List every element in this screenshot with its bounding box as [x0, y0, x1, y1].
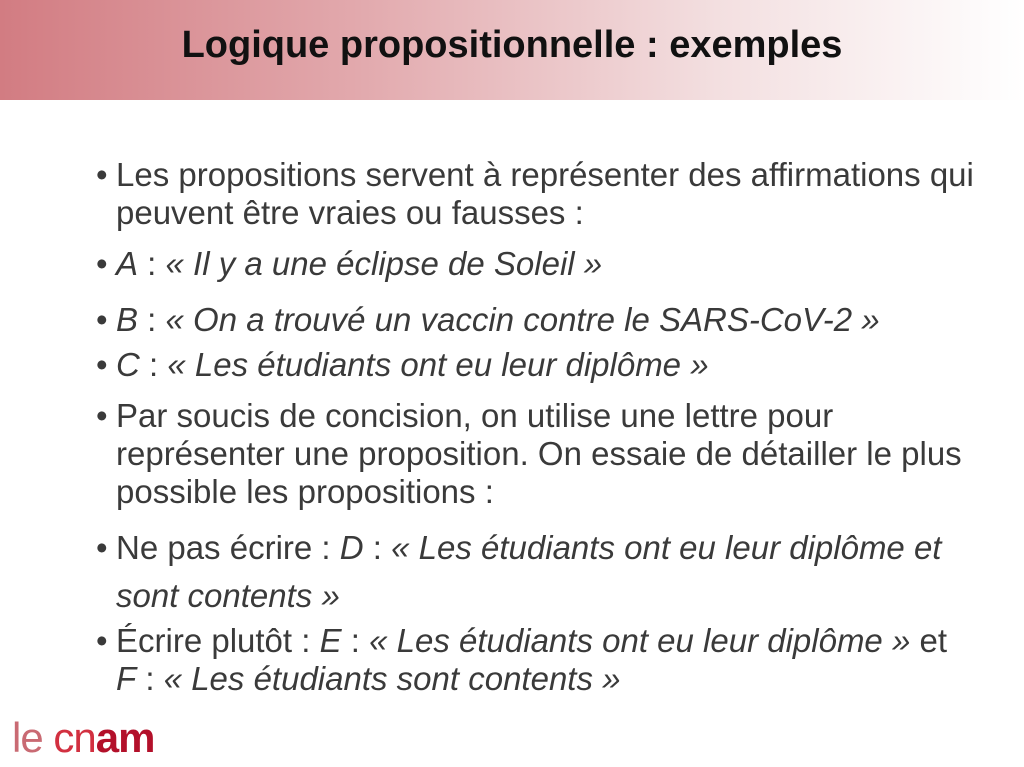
- proposition-letter: C: [116, 346, 140, 383]
- bullet-icon: •: [96, 397, 108, 434]
- list-item: [96, 622, 976, 698]
- proposition-quote: « On a trouvé un vaccin contre le SARS-CoV-2 »: [165, 301, 880, 338]
- list-item: [96, 397, 976, 511]
- list-item: [96, 296, 976, 344]
- list-item: [96, 524, 976, 620]
- bullet-icon: •: [96, 346, 108, 383]
- bullet-icon: •: [96, 156, 108, 193]
- proposition-quote: « Les étudiants ont eu leur diplôme »: [369, 622, 911, 659]
- proposition-letter: A: [116, 245, 139, 282]
- item-prefix: Écrire plutôt :: [116, 622, 320, 659]
- logo-part-le: le: [12, 714, 54, 761]
- bullet-icon: •: [96, 622, 108, 659]
- item-prefix: Ne pas écrire :: [116, 529, 340, 566]
- proposition-letter: D: [339, 529, 364, 566]
- separator: :: [139, 346, 168, 383]
- list-item: [96, 156, 976, 232]
- slide-title: Logique propositionnelle : exemples: [181, 24, 843, 66]
- list-item: [96, 346, 976, 384]
- bullet-icon: •: [96, 245, 108, 282]
- item-text: Les propositions servent à représenter des affirmations qui peuvent être vraies ou fausses :: [116, 156, 974, 231]
- bullet-list: [96, 156, 976, 711]
- separator: :: [138, 301, 166, 338]
- proposition-letter: F: [116, 660, 137, 697]
- item-text: Par soucis de concision, on utilise une lettre pour représenter une proposition. On essaie de détailler le plus possible les propositions :: [116, 397, 962, 510]
- proposition-quote: « Les étudiants ont eu leur diplôme »: [167, 346, 709, 383]
- title-banner: [0, 0, 1024, 100]
- separator: :: [341, 622, 370, 659]
- proposition-quote: « Les étudiants sont contents »: [163, 660, 621, 697]
- proposition-quote: « Les étudiants ont eu leur diplôme et sont contents »: [116, 529, 942, 614]
- proposition-quote: « Il y a une éclipse de Soleil »: [165, 245, 603, 282]
- proposition-letter: E: [319, 622, 342, 659]
- logo-part-am: am: [95, 714, 155, 761]
- separator: :: [138, 245, 166, 282]
- proposition-letter: B: [116, 301, 139, 338]
- separator: :: [136, 660, 164, 697]
- bullet-icon: •: [96, 301, 108, 338]
- logo-part-cn: cn: [53, 714, 96, 761]
- connector: et: [910, 622, 948, 659]
- bullet-icon: •: [96, 529, 108, 566]
- list-item: [96, 245, 976, 283]
- separator: :: [363, 529, 392, 566]
- cnam-logo: [12, 714, 154, 762]
